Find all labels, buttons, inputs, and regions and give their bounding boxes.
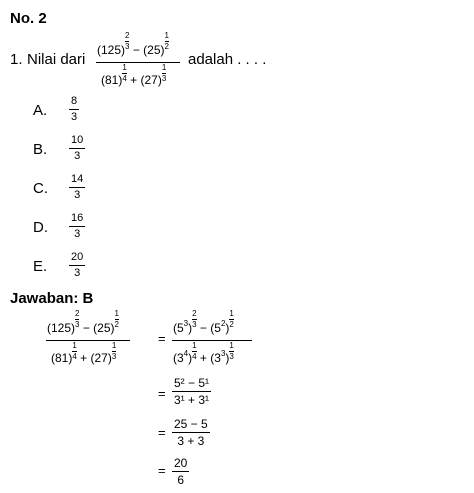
equals-sign: = — [158, 463, 166, 478]
exp-frac: $\frac{2}{3}$ — [192, 309, 197, 329]
exp-frac: $\frac{1}{3}$ — [229, 341, 234, 361]
fraction-bar — [172, 340, 252, 341]
exp-frac: $\frac{2}{3}$ — [125, 31, 130, 51]
equals-sign: = — [158, 425, 166, 440]
exp-frac: $\frac{1}{2}$ — [229, 309, 234, 329]
option-letter-e: E. — [33, 258, 48, 275]
page-heading: No. 2 — [10, 10, 47, 27]
option-b-fraction: 10 3 — [71, 134, 84, 162]
question-prefix: Nilai dari — [27, 51, 86, 68]
lhs-num: (125) $\frac{2}{3}$ − (25) $\frac{1}{2}$ — [47, 309, 119, 335]
solution-step-2: 5² − 5¹ 3¹ + 3¹ — [174, 376, 210, 407]
exp-frac: $\frac{1}{3}$ — [161, 63, 167, 83]
solution-lhs — [46, 309, 130, 368]
expr-den: (81) $\frac{1}{4}$ + (27) $\frac{1}{3}$ — [101, 63, 167, 87]
solution-step-3: 25 − 5 3 + 3 — [174, 417, 208, 448]
option-letter-d: D. — [33, 219, 48, 236]
answer-label: Jawaban: B — [10, 290, 94, 307]
fraction-bar — [96, 62, 180, 63]
equals-sign: = — [158, 331, 166, 346]
fraction-bar — [46, 340, 130, 341]
exp-frac: $\frac{1}{2}$ — [114, 309, 119, 329]
step1-num: (53) $\frac{2}{3}$ − (52) $\frac{1}{2}$ — [173, 309, 234, 335]
exp-frac: $\frac{1}{4}$ — [192, 341, 197, 361]
lhs-den: (81) $\frac{1}{4}$ + (27) $\frac{1}{3}$ — [51, 341, 117, 365]
exp-frac: $\frac{2}{3}$ — [75, 309, 80, 329]
step1-den: (34) $\frac{1}{4}$ + (33) $\frac{1}{3}$ — [173, 341, 234, 365]
option-letter-b: B. — [33, 141, 48, 158]
exp-frac: $\frac{1}{4}$ — [72, 341, 77, 361]
solution-step-4: 20 6 — [174, 456, 188, 487]
solution-step-1 — [172, 309, 252, 368]
option-letter-a: A. — [33, 102, 48, 119]
question-expression — [96, 31, 180, 90]
question-number: 1. — [10, 51, 23, 68]
exp-frac: $\frac{1}{3}$ — [111, 341, 117, 361]
option-e-fraction: 20 3 — [71, 251, 84, 279]
option-a-fraction: 8 3 — [71, 95, 78, 123]
equals-sign: = — [158, 386, 166, 401]
exp-frac: $\frac{1}{2}$ — [164, 31, 169, 51]
exp-frac: $\frac{1}{4}$ — [122, 63, 127, 83]
option-c-fraction: 14 3 — [71, 173, 84, 201]
option-letter-c: C. — [33, 180, 48, 197]
question-suffix: adalah . . . . — [188, 51, 267, 68]
option-d-fraction: 16 3 — [71, 212, 84, 240]
expr-num-a: (125) $\frac{2}{3}$ − (25) $\frac{1}{2}$ — [97, 31, 169, 57]
